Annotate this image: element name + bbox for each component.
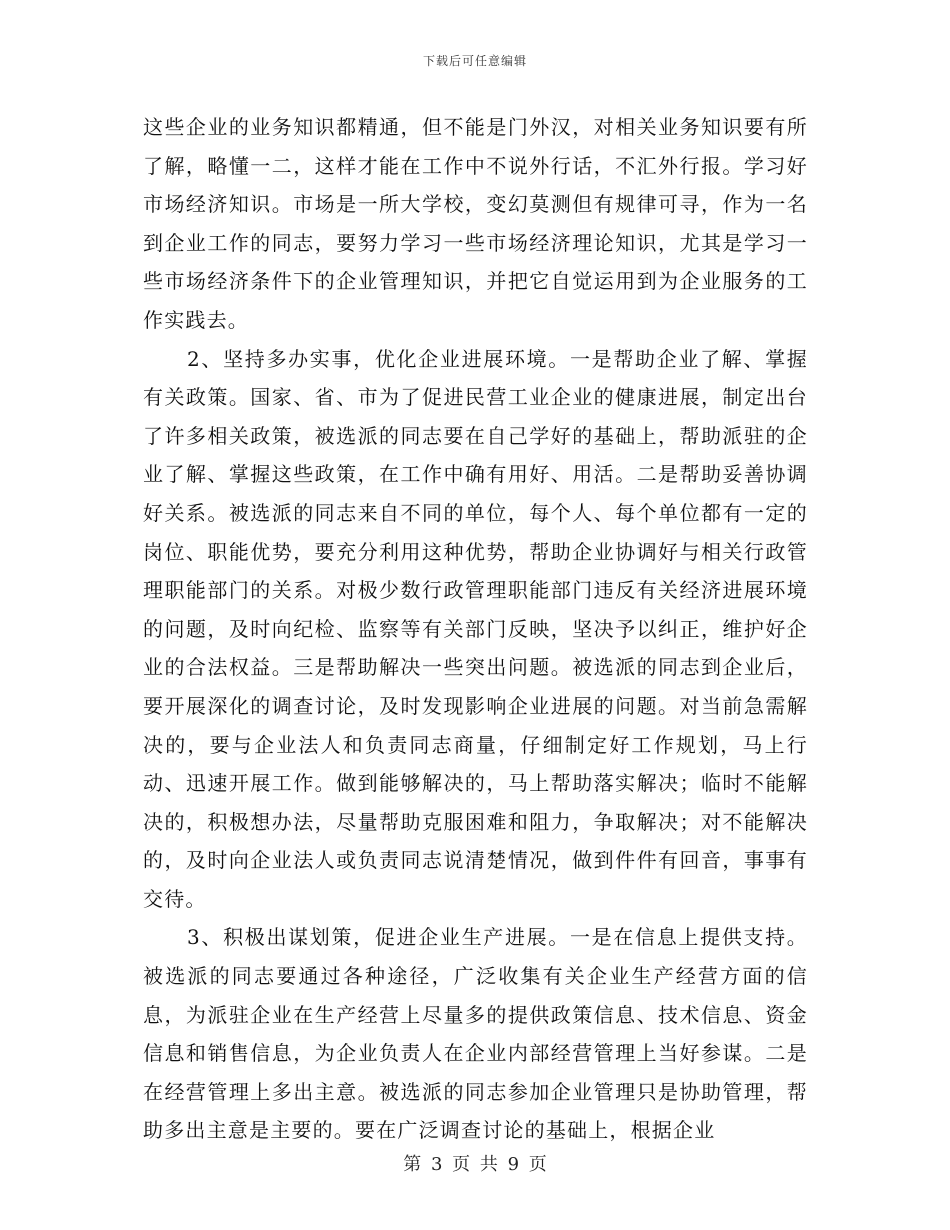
document-body <box>143 108 808 1150</box>
paragraph-1: 这些企业的业务知识都精通，但不能是门外汉，对相关业务知识要有所了解，略懂一二，这样才能在工作中不说外行话，不汇外行报。学习好市场经济知识。市场是一所大学校，变幻莫测但有规律可寻，作为一名到企业工作的同志，要努力学习一些市场经济理论知识，尤其是学习一些市场经济条件下的企业管理知识，并把它自觉运用到为企业服务的工作实践去。 <box>143 115 808 332</box>
paragraph-3: 3、积极出谋划策，促进企业生产进展。一是在信息上提供支持。被选派的同志要通过各种途径，广泛收集有关企业生产经营方面的信息，为派驻企业在生产经营上尽量多的提供政策信息、技术信息、资金信息和销售信息，为企业负责人在企业内部经营管理上当好参谋。二是在经营管理上多出主意。被选派的同志参加企业管理只是协助管理，帮助多出主意是主要的。要在广泛调查讨论的基础上，根据企业 <box>143 925 808 1143</box>
page-header-note: 下载后可任意编辑 <box>422 54 527 68</box>
page-number-footer: 第 3 页 共 9 页 <box>403 1154 547 1175</box>
paragraph-2: 2、坚持多办实事，优化企业进展环境。一是帮助企业了解、掌握有关政策。国家、省、市为了促进民营工业企业的健康进展，制定出台了许多相关政策，被选派的同志要在自己学好的基础上，帮助派驻的企业了解、掌握这些政策，在工作中确有用好、用活。二是帮助妥善协调好关系。被选派的同志来自不同的单位，每个人、每个单位都有一定的岗位、职能优势，要充分利用这种优势，帮助企业协调好与相关行政管理职能部门的关系。对极少数行政管理职能部门违反有关经济进展环境的问题，及时向纪检、监察等有关部门反映，坚决予以纠正，维护好企业的合法权益。三是帮助解决一些突出问题。被选派的同志到企业后，要开展深化的调查讨论，及时发现影响企业进展的问题。对当前急需解决的，要与企业法人和负责同志商量，仔细制定好工作规划，马上行动、迅速开展工作。做到能够解决的，马上帮助落实解决；临时不能解决的，积极想办法，尽量帮助克服困难和阻力，争取解决；对不能解决的，及时向企业法人或负责同志说清楚情况，做到件件有回音，事事有交待。 <box>143 346 808 911</box>
